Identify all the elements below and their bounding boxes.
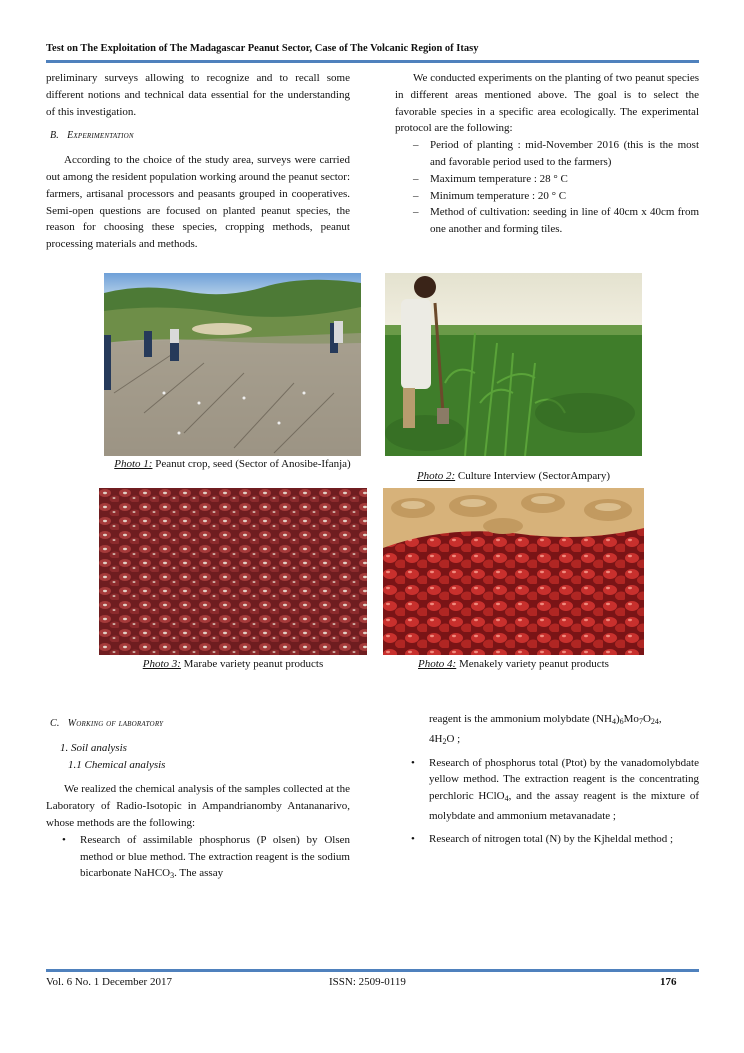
right-column-bottom bbox=[395, 711, 699, 848]
section-b-title: Experimentation bbox=[67, 130, 134, 142]
section-c-letter: C. bbox=[50, 718, 60, 729]
experiment-paragraph: We conducted experiments on the planting of two peanut species in different areas mentioned above. The goal is to select the favorable species in a specific area ecologically. The experimental protocol are the following: bbox=[395, 72, 699, 135]
list-item: • Research of assimilable phosphorus (P olsen) by Olsen method or blue method. The extraction reagent is the sodium bicarbonate NaHCO$_3$. The assay bbox=[46, 832, 350, 885]
footer-issn: ISSN: 2509-0119 bbox=[329, 976, 406, 988]
list-item: – Method of cultivation: seeding in line of 40cm x 40cm from one another and forming tiles. bbox=[395, 204, 699, 238]
photo-1-caption bbox=[104, 457, 361, 472]
bullet-2-text: Research of phosphorus total (Ptot) by the vanadomolybdate yellow method. The extraction reagent is the concentrating perchloric HClO bbox=[429, 756, 699, 803]
protocol-list bbox=[395, 137, 699, 238]
list-item: – Maximum temperature : 28 ° C bbox=[395, 171, 699, 188]
photo-3-caption bbox=[99, 657, 367, 672]
right-column-top bbox=[395, 70, 699, 238]
reagent-text: reagent is the ammonium molybdate (NH bbox=[429, 713, 612, 725]
photo-2-label: Photo 2: bbox=[416, 470, 456, 482]
photo-2-caption bbox=[385, 469, 642, 484]
photo-2-image bbox=[385, 273, 642, 456]
left-column-top bbox=[46, 70, 350, 253]
soil-analysis-heading: 1. Soil analysis bbox=[60, 741, 127, 754]
bullet-1-text: Research of assimilable phosphorus (P olsen) by Olsen method or blue method. The extraction reagent is the sodium bicarbonate NaHCO bbox=[80, 833, 350, 880]
methods-list-right bbox=[395, 755, 699, 848]
photo-4-image bbox=[383, 488, 644, 655]
left-column-bottom bbox=[46, 716, 350, 885]
chemical-analysis-heading: 1.1 Chemical analysis bbox=[68, 758, 166, 771]
intro-paragraph: preliminary surveys allowing to recognize and to recall some different notions and technical data essential for the understanding of this investigation. bbox=[46, 72, 350, 118]
section-c-title: Working of laboratory bbox=[67, 718, 164, 729]
running-header: Test on The Exploitation of The Madagascar Peanut Sector, Case of The Volcanic Region of Itasy bbox=[46, 43, 479, 54]
page-number: 176 bbox=[660, 976, 677, 988]
photo-3-label: Photo 3: bbox=[142, 658, 181, 670]
list-item: • Research of nitrogen total (N) by the Kjheldal method ; bbox=[395, 831, 699, 848]
footer-rule bbox=[46, 969, 699, 972]
section-b-heading bbox=[50, 128, 350, 145]
photo-1-text: Peanut crop, seed (Sector of Anosibe-Ifanja) bbox=[155, 458, 351, 470]
photo-1-label: Photo 1: bbox=[114, 458, 153, 470]
section-c-heading bbox=[50, 716, 350, 733]
list-item: – Period of planting : mid-November 2016 (this is the most and favorable period used to the farmers) bbox=[395, 137, 699, 171]
section-b-letter: B. bbox=[50, 130, 60, 142]
bullet-2-end: , and the assay reagent is the mixture of molybdate and ammonium metavanadate ; bbox=[429, 790, 699, 822]
photo-2-text: Culture Interview (SectorAmpary) bbox=[457, 470, 611, 482]
footer-volume: Vol. 6 No. 1 December 2017 bbox=[46, 976, 172, 988]
list-item: • Research of phosphorus total (Ptot) by the vanadomolybdate yellow method. The extraction reagent is the concentrating perchloric HClO$_4$, and the assay reagent is the mixture of molybdate and ammonium metavanadate ; bbox=[395, 755, 699, 825]
photo-3-image bbox=[99, 488, 367, 655]
methods-list-left bbox=[46, 832, 350, 885]
photo-1-image bbox=[104, 273, 361, 456]
reagent-continuation: reagent is the ammonium molybdate $(NH_4)_6Mo_7O_{24}$, $4H_2O$ ; bbox=[429, 713, 662, 746]
photo-4-caption bbox=[383, 657, 644, 672]
photo-4-label: Photo 4: bbox=[418, 658, 457, 670]
survey-paragraph: According to the choice of the study area, surveys were carried out among the resident population working around the peanut sector: farmers, artisanal processors and peasants grouped in cooperatives. Semi-open questions are focused on planted peanut species, the reason for choosing these species, cropping methods, peanut processing materials and methods. bbox=[46, 154, 350, 251]
photo-4-text: Menakely variety peanut products bbox=[458, 658, 609, 670]
lab-paragraph: We realized the chemical analysis of the samples collected at the Laboratory of Radio-Isotopic in Ampandrianomby Antananarivo, whose methods are the following: bbox=[46, 783, 350, 829]
header-rule bbox=[46, 60, 699, 63]
photo-3-text: Marabe variety peanut products bbox=[183, 658, 324, 670]
list-item: – Minimum temperature : 20 ° C bbox=[395, 188, 699, 205]
